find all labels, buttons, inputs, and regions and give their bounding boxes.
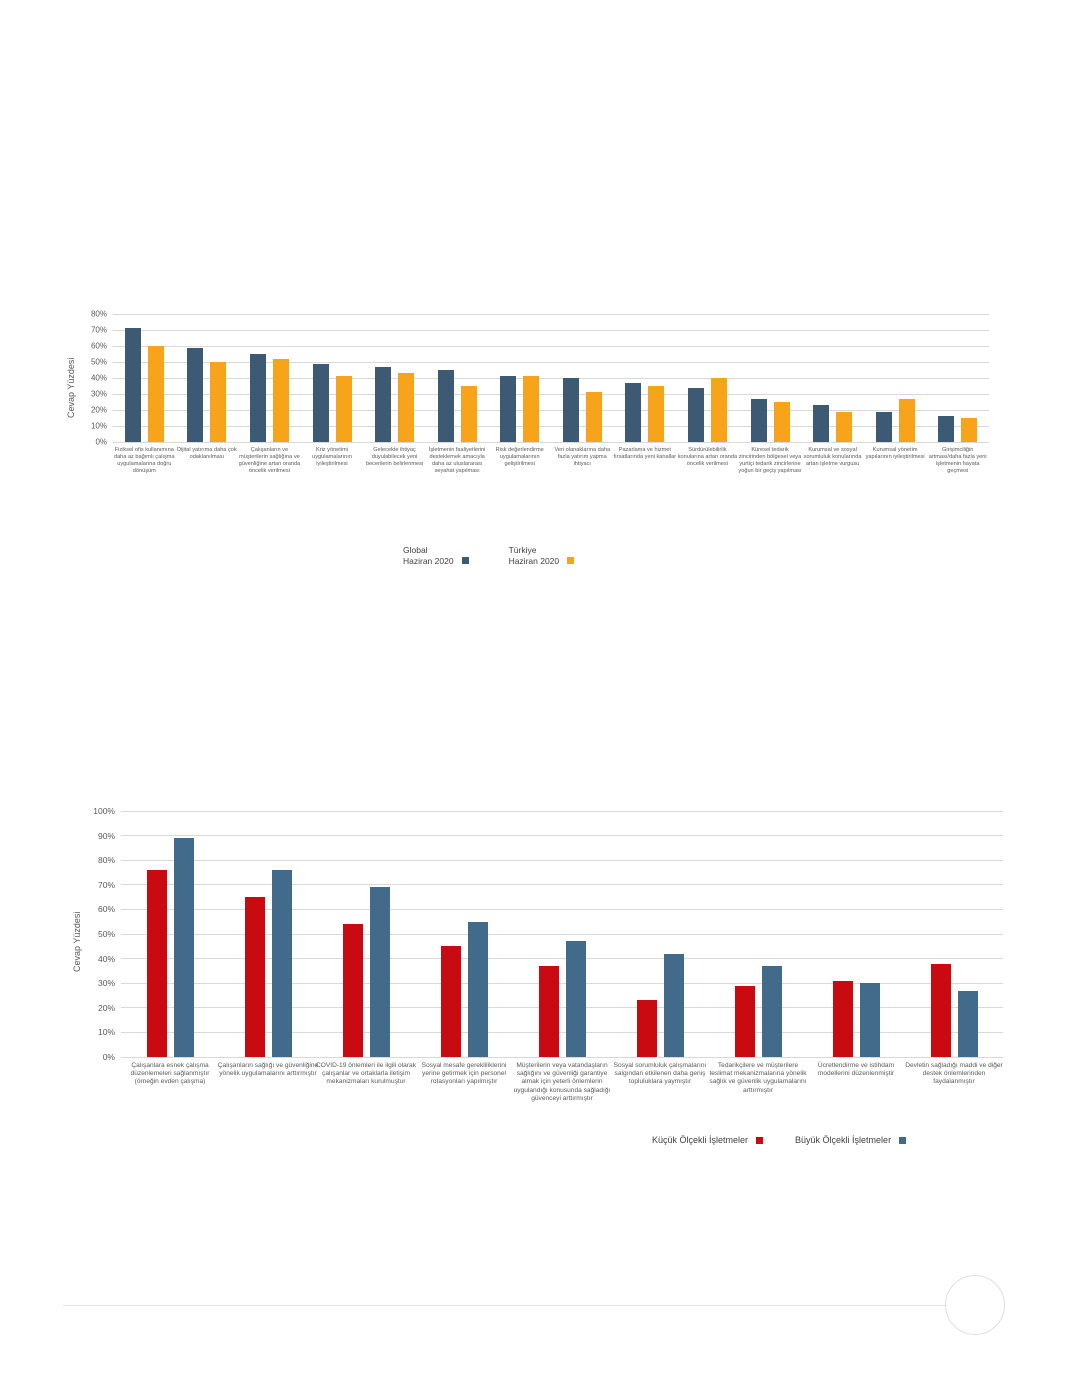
y-tick-label-60: 60% (90, 341, 107, 351)
legend-global-line1: Global (403, 545, 428, 555)
bar-k-k-l-ekli-i-letmeler-7 (735, 986, 755, 1057)
bar-group-1 (125, 328, 164, 442)
y-tick-label-40: 40% (90, 373, 107, 383)
top-chart-legend (403, 545, 614, 567)
bar-b-y-k-l-ekli-i-letmeler-5 (566, 941, 586, 1057)
y-tick-label-10: 10% (97, 1027, 115, 1038)
bottom-chart-y-axis-title: Cevap Yüzdesi (72, 911, 82, 972)
bar-k-k-l-ekli-i-letmeler-4 (441, 946, 461, 1057)
x-category-label-7: Tedarikçilere ve müşterilere teslimat mekanizmalarına yönelik sağlık ve güvenlik uygulamalarını arttırmıştır (709, 1062, 807, 1094)
bar-global-haziran-2020-3 (250, 354, 266, 442)
bottom-chart-plot-area (93, 806, 1003, 1102)
x-category-label-10: Sürdürülebilirlik konularına artan oranda öncelik verilmesi (677, 447, 738, 467)
bar-t-rkiye-haziran-2020-1 (148, 346, 164, 442)
gridline-100 (121, 811, 1003, 812)
x-category-label-1: Çalışanlara esnek çalışma düzenlemeleri sağlanmıştır (örneğin evden çalışma) (130, 1062, 210, 1086)
legend-global-line2: Haziran 2020 (403, 556, 454, 567)
bar-group-4 (313, 364, 352, 442)
gridline-60 (113, 346, 989, 347)
bar-global-haziran-2020-11 (751, 399, 767, 442)
bar-global-haziran-2020-8 (563, 378, 579, 442)
legend-marker-large-business-square-icon (899, 1137, 906, 1144)
y-tick-label-20: 20% (90, 405, 107, 415)
gridline-30 (113, 394, 989, 395)
y-tick-label-80: 80% (90, 309, 107, 319)
bar-t-rkiye-haziran-2020-12 (836, 412, 852, 442)
gridline-40 (113, 378, 989, 379)
bar-group-6 (637, 954, 684, 1057)
x-category-label-6: Sosyal sorumluluk çalışmalarını salgından etkilenen daha geniş topluluklara yaymıştır (613, 1062, 707, 1086)
bar-t-rkiye-haziran-2020-13 (899, 399, 915, 442)
y-tick-label-0: 0% (95, 437, 107, 447)
bar-global-haziran-2020-6 (438, 370, 454, 442)
bar-global-haziran-2020-14 (938, 416, 954, 442)
bar-group-1 (147, 838, 194, 1057)
gridline-10 (113, 426, 989, 427)
y-tick-label-60: 60% (97, 904, 115, 915)
gridline-90 (121, 835, 1003, 836)
legend-label-small-business: Küçük Ölçekli İşletmeler (652, 1135, 749, 1145)
bar-k-k-l-ekli-i-letmeler-6 (637, 1000, 657, 1057)
bar-t-rkiye-haziran-2020-10 (711, 378, 727, 442)
x-category-label-4: Kriz yönetimi uygulamalarının iyileştirilmesi (312, 447, 352, 467)
x-category-label-9: Pazarlama ve hizmet fırsatlarında yeni kanallar (613, 447, 677, 460)
bar-group-4 (441, 922, 488, 1057)
bar-group-7 (500, 376, 539, 442)
bar-group-7 (735, 966, 782, 1057)
footer-divider-line (63, 1305, 946, 1306)
footer-circle-decoration (945, 1275, 1005, 1335)
x-category-label-8: Veri olanaklarına daha fazla yatırım yapma ihtiyacı (554, 447, 611, 467)
y-tick-label-30: 30% (97, 978, 115, 989)
bar-global-haziran-2020-4 (313, 364, 329, 442)
bar-b-y-k-l-ekli-i-letmeler-4 (468, 922, 488, 1057)
bar-k-k-l-ekli-i-letmeler-1 (147, 870, 167, 1057)
legend-item-turkiye (509, 545, 575, 567)
bar-b-y-k-l-ekli-i-letmeler-8 (860, 983, 880, 1057)
bar-t-rkiye-haziran-2020-7 (523, 376, 539, 442)
legend-label-turkiye (509, 545, 560, 567)
bar-global-haziran-2020-5 (375, 367, 391, 442)
y-tick-label-50: 50% (97, 929, 115, 939)
bar-b-y-k-l-ekli-i-letmeler-6 (664, 954, 684, 1057)
x-category-label-2: Çalışanların sağlığı ve güvenliğine yönelik uygulamalarını arttırmıştır (217, 1062, 319, 1078)
top-chart-y-axis-title: Cevap Yüzdesi (66, 357, 76, 418)
y-tick-label-30: 30% (90, 389, 107, 399)
x-category-label-3: Çalışanların ve müşterilerin sağlığına ve güvenliğine artan oranda öncelik verilmesi (238, 447, 301, 474)
legend-item-small-business (652, 1135, 763, 1147)
bar-group-3 (250, 354, 289, 442)
bar-group-6 (438, 370, 477, 442)
x-category-label-1: Fiziksel ofis kullanımına daha az bağımlı çalışma uygulamalarına doğru dönüşüm (113, 447, 175, 474)
bar-group-11 (751, 399, 790, 442)
bar-t-rkiye-haziran-2020-2 (210, 362, 226, 442)
bar-b-y-k-l-ekli-i-letmeler-9 (958, 991, 978, 1057)
x-category-label-4: Sosyal mesafe gerekliliklerini yerine getirmek için personel rotasyonları yapılmıştır (421, 1062, 507, 1086)
gridline-80 (113, 314, 989, 315)
x-category-label-3: COVID-19 önlemleri ile ilgili olarak çalışanlar ve ortaklarla iletişim mekanizmaları kurulmuştur (315, 1062, 417, 1086)
bar-group-9 (625, 383, 664, 442)
gridline-0 (113, 442, 989, 443)
bar-group-8 (563, 378, 602, 442)
legend-item-global (403, 545, 469, 567)
legend-turkiye-line2: Haziran 2020 (508, 556, 560, 567)
bar-group-2 (245, 870, 292, 1057)
bar-k-k-l-ekli-i-letmeler-9 (931, 964, 951, 1057)
gridline-20 (113, 410, 989, 411)
y-tick-label-90: 90% (97, 830, 115, 841)
y-tick-label-50: 50% (90, 357, 107, 367)
bar-b-y-k-l-ekli-i-letmeler-2 (272, 870, 292, 1057)
bar-k-k-l-ekli-i-letmeler-2 (245, 897, 265, 1057)
bar-global-haziran-2020-9 (625, 383, 641, 442)
gridline-80 (121, 860, 1003, 861)
y-tick-label-10: 10% (90, 421, 107, 431)
bar-group-13 (876, 399, 915, 442)
bar-group-5 (375, 367, 414, 442)
x-category-label-9: Devletin sağladığı maddi ve diğer destek önlemlerinden faydalanmıştır (905, 1062, 1003, 1086)
legend-marker-small-business-square-icon (756, 1137, 763, 1144)
bar-global-haziran-2020-1 (125, 328, 141, 442)
legend-turkiye-line1: Türkiye (508, 545, 537, 555)
bar-k-k-l-ekli-i-letmeler-3 (343, 924, 363, 1057)
legend-item-large-business (795, 1135, 906, 1147)
y-tick-label-70: 70% (97, 879, 115, 890)
bar-group-2 (187, 348, 226, 442)
legend-label-global (403, 545, 454, 567)
legend-label-large-business: Büyük Ölçekli İşletmeler (795, 1135, 892, 1145)
x-category-label-7: Risk değerlendirme uygulamalarının geliştirilmesi (495, 447, 544, 467)
bar-t-rkiye-haziran-2020-6 (461, 386, 477, 442)
bar-b-y-k-l-ekli-i-letmeler-1 (174, 838, 194, 1057)
top-chart-plot-area (90, 309, 989, 474)
bar-t-rkiye-haziran-2020-11 (774, 402, 790, 442)
x-category-label-12: Kurumsal ve sosyal sorumluluk konularında artan işletme vurgusu (803, 447, 862, 467)
legend-marker-turkiye-square-icon (567, 557, 574, 564)
x-category-label-13: Kurumsal yönetim yapılarının iyileştirilmesi (865, 447, 925, 460)
y-tick-label-20: 20% (97, 1002, 115, 1013)
bar-group-10 (688, 378, 727, 442)
y-tick-label-80: 80% (97, 855, 115, 866)
bar-t-rkiye-haziran-2020-3 (273, 359, 289, 442)
x-category-label-5: Gelecekte ihtiyaç duyulabilecek yeni becerilerin belirlenmesi (365, 447, 424, 467)
bar-group-12 (813, 405, 852, 442)
bar-t-rkiye-haziran-2020-14 (961, 418, 977, 442)
bar-t-rkiye-haziran-2020-9 (648, 386, 664, 442)
bar-group-14 (938, 416, 977, 442)
bar-global-haziran-2020-10 (688, 388, 704, 442)
x-category-label-5: Müşterilerin veya vatandaşların sağlığını ve güvenliği garantiye almak için yeterli önlemlerin uygulandığı konusunda sağladığı güvenceyi arttırmıştır (513, 1062, 611, 1102)
x-category-label-2: Dijital yatırıma daha çok odaklanılması (176, 447, 237, 460)
x-category-label-8: Ücretlendirme ve istihdam modellerini düzenlenmiştir (817, 1062, 895, 1078)
gridline-70 (113, 330, 989, 331)
bar-global-haziran-2020-2 (187, 348, 203, 442)
x-category-label-14: Girişimciliğin artması/daha fazla yeni işletmenin hayata geçmesi (928, 447, 987, 474)
bar-group-5 (539, 941, 586, 1057)
bar-t-rkiye-haziran-2020-8 (586, 392, 602, 442)
bar-t-rkiye-haziran-2020-5 (398, 373, 414, 442)
bar-global-haziran-2020-12 (813, 405, 829, 442)
bar-global-haziran-2020-13 (876, 412, 892, 442)
gridline-50 (113, 362, 989, 363)
bar-b-y-k-l-ekli-i-letmeler-7 (762, 966, 782, 1057)
x-category-label-11: Küresel tedarik zincirinden bölgesel veya yurtiçi tedarik zincirlerine yoğun bir geçiş yapılması (738, 447, 802, 474)
y-tick-label-0: 0% (102, 1052, 115, 1062)
x-category-label-6: İşletmenin faaliyetlerini desteklemek amacıyla daha az uluslararası seyahat yapılması (428, 447, 486, 474)
bar-k-k-l-ekli-i-letmeler-5 (539, 966, 559, 1057)
bar-group-9 (931, 964, 978, 1057)
y-tick-label-100: 100% (93, 806, 115, 816)
y-tick-label-40: 40% (97, 953, 115, 964)
bar-global-haziran-2020-7 (500, 376, 516, 442)
bar-k-k-l-ekli-i-letmeler-8 (833, 981, 853, 1057)
bar-group-8 (833, 981, 880, 1057)
bar-b-y-k-l-ekli-i-letmeler-3 (370, 887, 390, 1057)
bar-group-3 (343, 887, 390, 1057)
bar-t-rkiye-haziran-2020-4 (336, 376, 352, 442)
bottom-chart-legend (652, 1135, 938, 1147)
legend-marker-global-square-icon (462, 557, 469, 564)
y-tick-label-70: 70% (90, 325, 107, 335)
